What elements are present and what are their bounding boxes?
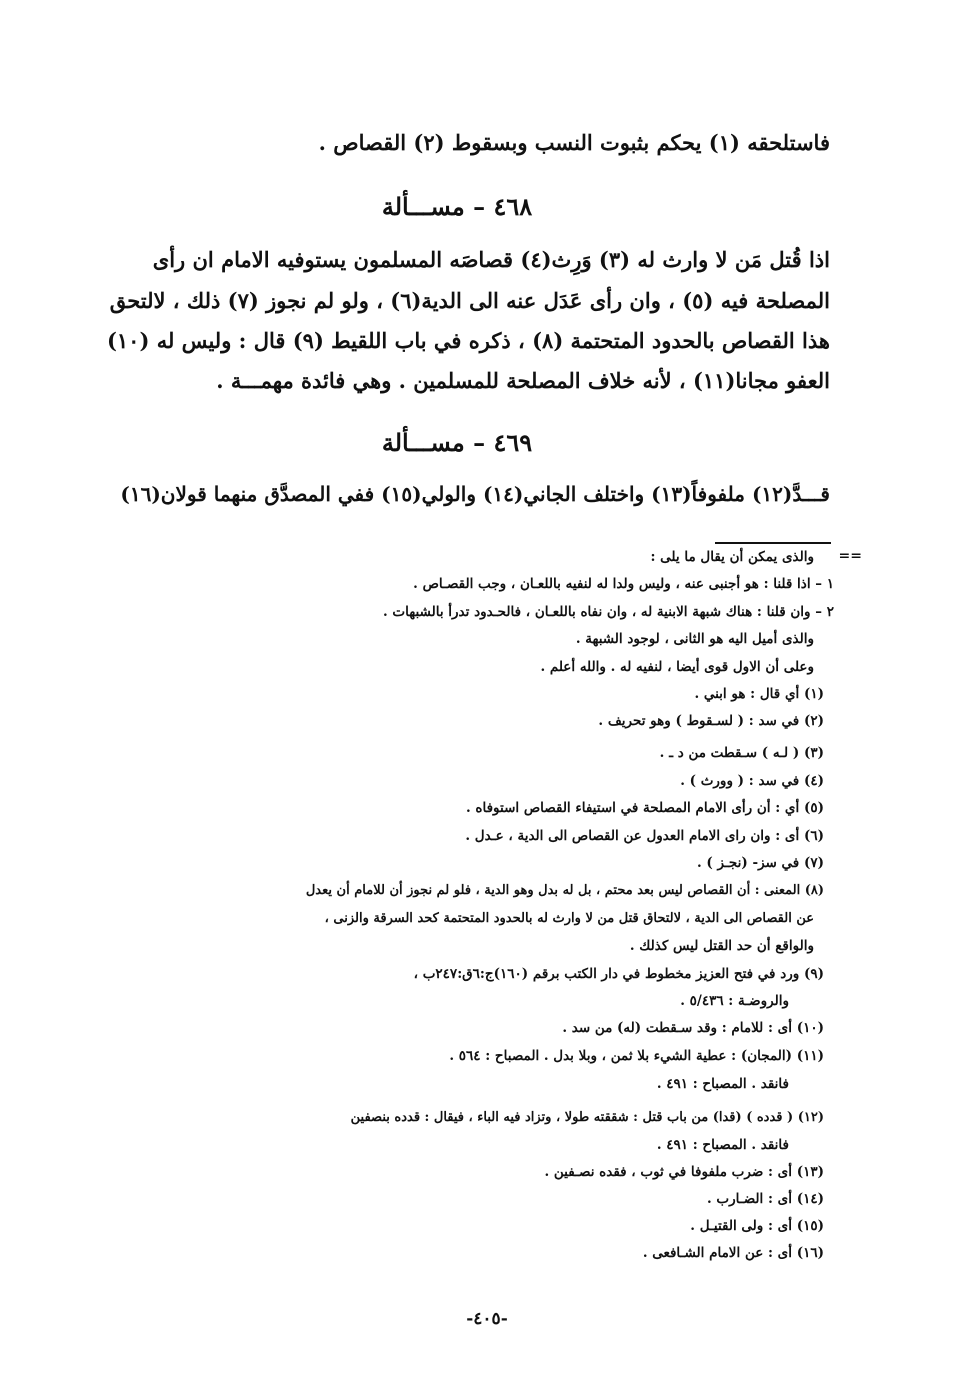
footnote-line: ٢ – وان قلنا : هناك شبهة الابنية له ، وان نفاه باللعـان ، فالحـدود تدرأ بالشبهات . bbox=[383, 604, 834, 620]
footnote-line: والذى يمكن أن يقال ما يلى : bbox=[650, 549, 814, 565]
footnote-line: ١ – اذا قلنا : هو أجنبى عنه ، وليس ولدا له لنفيه باللعـان ، وجب القصـاص . bbox=[413, 576, 834, 592]
footnote-line: (١) أي قال : هو ابني . bbox=[694, 686, 824, 702]
footnote-line: والذى أميل اليه هو الثانى ، لوجود الشبهة . bbox=[575, 631, 814, 647]
footnote-line: (١٦) أى : عن الامام الشـافعى . bbox=[642, 1245, 824, 1261]
paragraph-line: هذا القصاص بالحدود المتحتمة (٨) ، ذكره في باب اللقيط (٩) قال : وليس له (١٠) bbox=[106, 328, 830, 353]
footnote-separator bbox=[715, 542, 831, 544]
footnote-line: (٤) في سد : ( وورث ) . bbox=[680, 773, 824, 789]
footnote-line: (١٢) ( قدده ) (قدا) من باب قتل : شققته طولا ، وتزاد فيه الباء ، فيقال : قدده بنصفين bbox=[350, 1110, 824, 1125]
footnote-line: عن القصاص الى الدية ، لالتحاق قتل من لا وارث له بالحدود المتحتمة كحد السرقة والزنى ، bbox=[324, 911, 814, 926]
footnote-line: (٥) أي : أن رأى الامام المصلحة في استيفاء القصاص استوفاه . bbox=[466, 800, 824, 816]
page-number: -٤٠٥- bbox=[466, 1309, 508, 1329]
footnote-line: (١١) (المجان) : عطية الشيء بلا ثمن ، وبلا بدل . المصباح : ٥٦٤ . bbox=[449, 1048, 824, 1064]
footnote-line: (٣) ( لـه ) سـقطت من د ـ . bbox=[659, 745, 824, 761]
footnote-line: (١٥) أى : ولى القتيـل . bbox=[690, 1218, 824, 1234]
paragraph-line: المصلحة فيه (٥) ، وان رأى عَدَل عنه الى الدية(٦) ، ولو لم نجوز (٧) ذلك ، لالتحق bbox=[109, 288, 830, 313]
intro-line: فاستلحقه (١) يحكم بثبوت النسب وبسقوط (٢) القصاص . bbox=[318, 130, 830, 155]
paragraph-line: العفو مجانا(١١) ، لأنه خلاف المصلحة للمسلمين . وهي فائدة مهمـــة . bbox=[216, 368, 830, 393]
footnote-line: (١٠) أى : للامام : وقد سـقطت (له) من سد . bbox=[562, 1020, 824, 1036]
footnote-line: (١٤) أى : الضـارب . bbox=[707, 1191, 824, 1207]
footnote-line: (٦) أى : وان راى الامام العدول عن القصاص الى الدية ، عـدل . bbox=[465, 828, 824, 844]
footnote-line: والواقع أن حد القتل ليس كذلك . bbox=[629, 938, 814, 954]
footnote-line: فانقد . المصباح : ٤٩١ . bbox=[656, 1137, 789, 1153]
footnote-line: والروضـة : ٥/٤٣٦ . bbox=[680, 993, 789, 1009]
footnote-continuation-mark: == bbox=[838, 548, 862, 564]
paragraph-line: اذا قُتل مَن لا وارث له (٣) وَرِث(٤) قصاصَه المسلمون يستوفيه الامام ان رأى bbox=[152, 247, 830, 272]
footnote-line: فانقد . المصباح : ٤٩١ . bbox=[656, 1076, 789, 1092]
paragraph-line: قـــدَّ(١٢) ملفوفاً(١٣) واختلف الجاني(١٤) والولي(١٥) ففي المصدَّق منهما قولان(١٦) bbox=[120, 482, 830, 506]
section-heading-469: ٤٦٩ – مســـألة bbox=[381, 428, 533, 457]
footnote-line: (٨) المعنى : أن القصاص ليس بعد محتم ، بل له بدل وهو الدية ، فلو لم نجوز أن للامام أن يعدل bbox=[305, 883, 824, 898]
footnote-line: وعلى أن الاول قوى أيضا ، لنفيه له . والله أعلم . bbox=[540, 659, 814, 675]
footnote-line: (٢) في سد : ( لسـقوط ) وهو تحريف . bbox=[598, 713, 824, 729]
footnote-line: (٧) في سز- (نجـز ) . bbox=[697, 855, 824, 871]
footnote-line: (٩) ورد في فتح العزيز مخطوط في دار الكتب برقم (١٦٠)ج:٦ق:٢٤٧ب ، bbox=[413, 966, 824, 982]
section-heading-468: ٤٦٨ – مســـألة bbox=[381, 192, 533, 221]
footnote-line: (١٣) أى : ضرب ملفوفا في ثوب ، فقده نصـفين . bbox=[544, 1164, 824, 1180]
